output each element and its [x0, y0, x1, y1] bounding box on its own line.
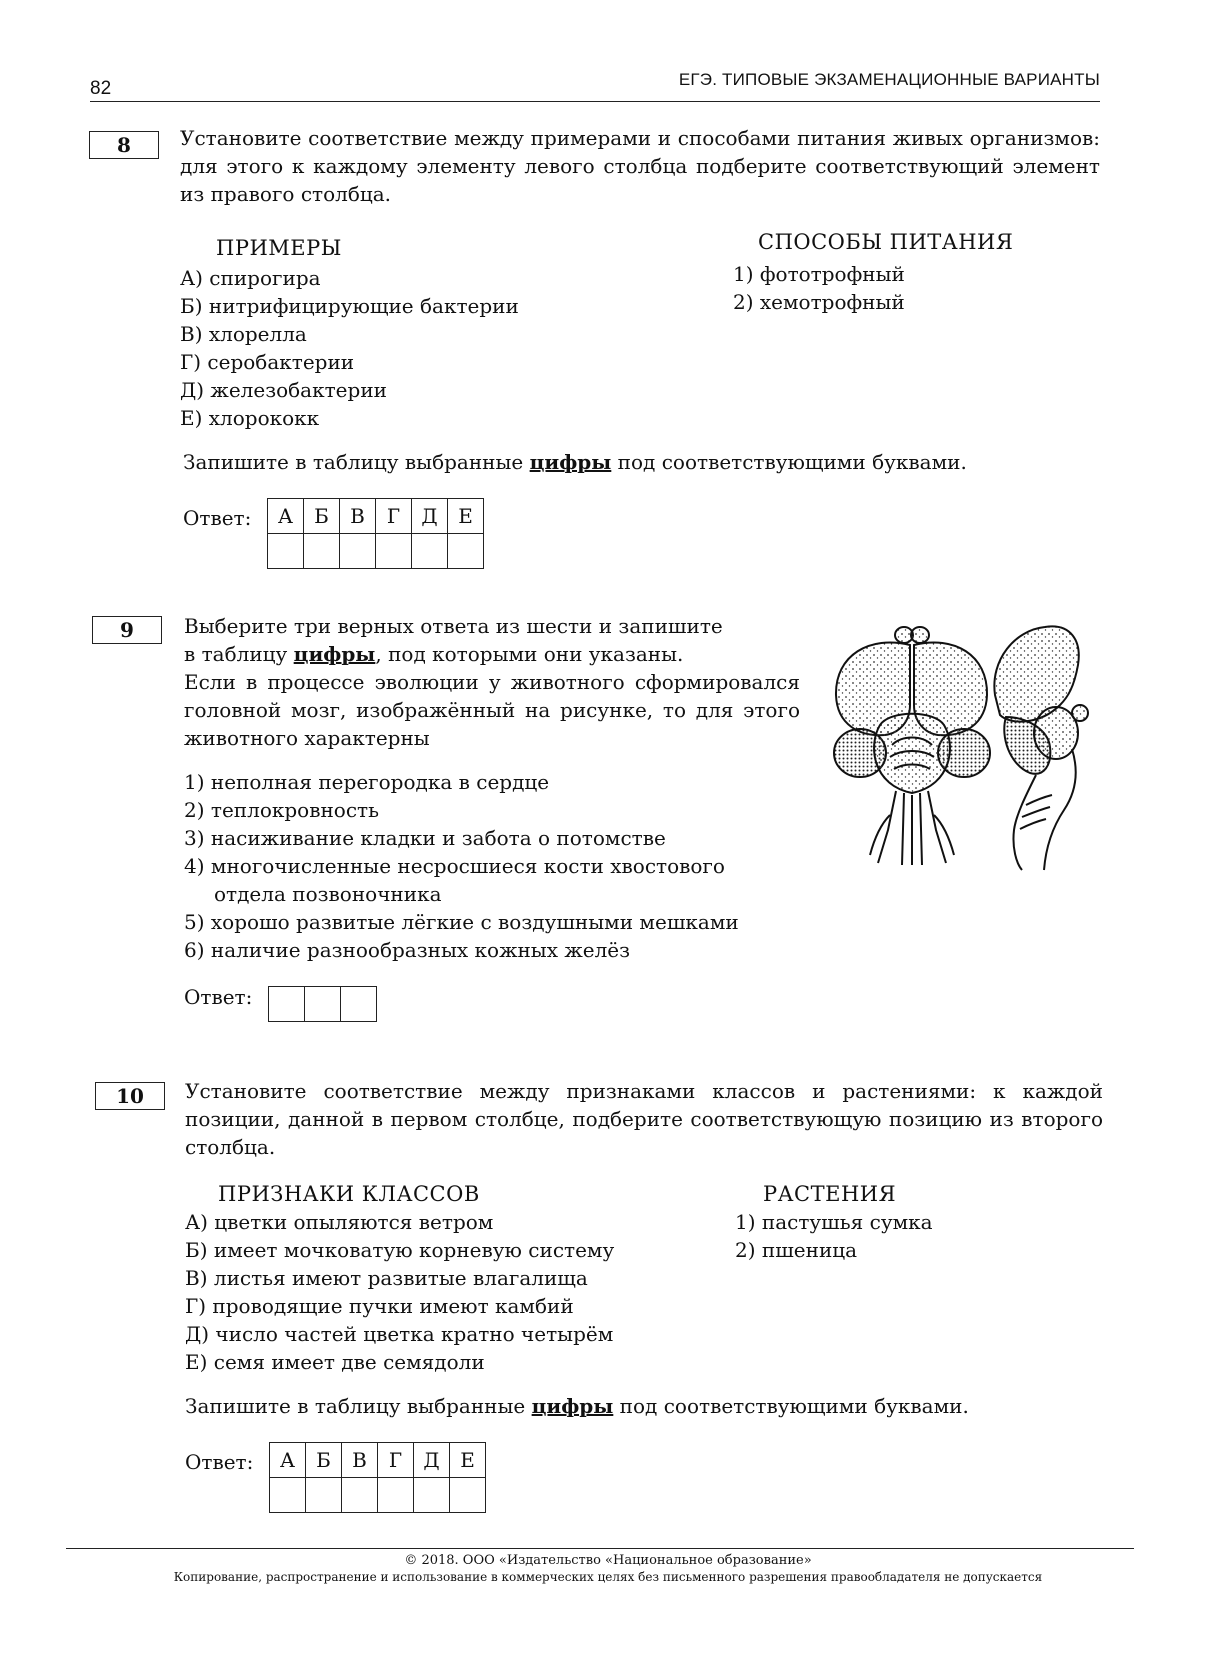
q9-answer-cell[interactable]	[305, 987, 341, 1022]
q10-answer-cell[interactable]	[378, 1478, 414, 1513]
q8-right-heading: СПОСОБЫ ПИТАНИЯ	[758, 230, 1014, 254]
question-8-number: 8	[89, 131, 159, 159]
q10-col-header: Г	[378, 1443, 414, 1478]
footer-copyright: © 2018. ООО «Издательство «Национальное образование»	[404, 1553, 812, 1568]
q10-answer-cell[interactable]	[342, 1478, 378, 1513]
q8-right-item: 1) фототрофный	[733, 262, 905, 286]
q8-instr-bold: цифры	[529, 450, 612, 474]
q8-answer-cell[interactable]	[412, 534, 448, 569]
q8-left-item: Б) нитрифицирующие бактерии	[180, 294, 519, 318]
q9-answer-table	[268, 986, 377, 1022]
q9-option: 6) наличие разнообразных кожных желёз	[184, 938, 631, 962]
q10-answer-label: Ответ:	[185, 1450, 254, 1474]
q10-left-item: Г) проводящие пучки имеют камбий	[185, 1294, 574, 1318]
q9-answer-cell[interactable]	[341, 987, 377, 1022]
q9-options	[184, 768, 739, 964]
q8-answer-cell[interactable]	[268, 534, 304, 569]
q9-option: 5) хорошо развитые лёгкие с воздушными мешками	[184, 910, 739, 934]
q10-instr-after: под соответствующими буквами.	[619, 1394, 969, 1418]
q8-left-item: А) спирогира	[180, 266, 321, 290]
q8-answer-cell[interactable]	[448, 534, 484, 569]
q10-col-header: Д	[414, 1443, 450, 1478]
header-rule	[90, 101, 1100, 102]
q8-left-item: Д) железобактерии	[180, 378, 387, 402]
question-9-number: 9	[92, 616, 162, 644]
q10-left-list	[185, 1208, 614, 1376]
q8-right-list	[733, 260, 905, 316]
q10-instr-bold: цифры	[531, 1394, 614, 1418]
question-10-number: 10	[95, 1082, 165, 1110]
q8-col-header: Е	[448, 499, 484, 534]
q9-prompt-line3: Если в процессе эволюции у животного сформировался головной мозг, изображённый на рисунке, то для этого животного характерны	[184, 670, 800, 750]
question-9-prompt	[184, 612, 800, 752]
q9-option: 3) насиживание кладки и забота о потомстве	[184, 826, 666, 850]
q10-instr-before: Запишите в таблицу выбранные	[185, 1394, 526, 1418]
q8-left-item: В) хлорелла	[180, 322, 307, 346]
q10-col-header: В	[342, 1443, 378, 1478]
q10-right-item: 1) пастушья сумка	[735, 1210, 933, 1234]
q10-answer-cell[interactable]	[306, 1478, 342, 1513]
brain-illustration	[830, 625, 1100, 875]
q9-prompt-before: в таблицу	[184, 642, 288, 666]
q8-left-item: Е) хлорококк	[180, 406, 320, 430]
q10-right-heading: РАСТЕНИЯ	[763, 1182, 897, 1206]
q10-left-item: Д) число частей цветка кратно четырём	[185, 1322, 614, 1346]
q10-left-item: А) цветки опыляются ветром	[185, 1210, 494, 1234]
q8-answer-table	[267, 498, 484, 569]
q8-answer-cell[interactable]	[340, 534, 376, 569]
q9-option: 4) многочисленные несросшиеся кости хвостового	[184, 854, 725, 878]
q9-prompt-bold: цифры	[293, 642, 376, 666]
q10-col-header: А	[270, 1443, 306, 1478]
question-8-prompt: Установите соответствие между примерами и способами питания живых организмов: для этого к каждому элементу левого столбца подберите соответствующий элемент из правого столбца.	[180, 126, 1100, 206]
footer-notice: Копирование, распространение и использование в коммерческих целях без письменного разрешения правообладателя не допускается	[173, 1570, 1043, 1584]
q8-right-item: 2) хемотрофный	[733, 290, 905, 314]
brain-side-view	[994, 626, 1088, 870]
running-title: ЕГЭ. ТИПОВЫЕ ЭКЗАМЕНАЦИОННЫЕ ВАРИАНТЫ	[678, 70, 1100, 89]
q8-instruction	[183, 448, 967, 476]
q8-instr-after: под соответствующими буквами.	[617, 450, 967, 474]
q10-left-item: Б) имеет мочковатую корневую систему	[185, 1238, 615, 1262]
q8-col-header: Г	[376, 499, 412, 534]
q10-answer-table	[269, 1442, 486, 1513]
q10-left-item: В) листья имеют развитые влагалища	[185, 1266, 588, 1290]
q9-option: 1) неполная перегородка в сердце	[184, 770, 550, 794]
q8-left-list	[180, 264, 519, 432]
q8-answer-cell[interactable]	[304, 534, 340, 569]
question-10-prompt: Установите соответствие между признаками классов и растениями: к каждой позиции, данной в первом столбце, подберите соответствующую позицию из второго столбца.	[185, 1079, 1103, 1159]
q8-col-header: А	[268, 499, 304, 534]
q9-option-continuation: отдела позвоночника	[214, 882, 442, 906]
q10-answer-cell[interactable]	[270, 1478, 306, 1513]
q8-left-heading: ПРИМЕРЫ	[216, 236, 342, 260]
q8-answer-label: Ответ:	[183, 506, 252, 530]
q10-left-heading: ПРИЗНАКИ КЛАССОВ	[218, 1182, 480, 1206]
q10-instruction	[185, 1392, 969, 1420]
q8-answer-cell[interactable]	[376, 534, 412, 569]
q9-answer-label: Ответ:	[184, 985, 253, 1009]
brain-top-view	[834, 627, 990, 865]
page-number: 82	[90, 78, 112, 99]
q8-col-header: В	[340, 499, 376, 534]
q8-col-header: Б	[304, 499, 340, 534]
q10-col-header: Б	[306, 1443, 342, 1478]
q10-right-list	[735, 1208, 933, 1264]
q9-prompt-line2	[184, 640, 800, 668]
q9-prompt-after: , под которыми они указаны.	[375, 642, 684, 666]
footer-rule	[66, 1548, 1134, 1549]
q8-instr-before: Запишите в таблицу выбранные	[183, 450, 524, 474]
q10-left-item: Е) семя имеет две семядоли	[185, 1350, 485, 1374]
q10-answer-cell[interactable]	[414, 1478, 450, 1513]
q9-prompt-line1: Выберите три верных ответа из шести и запишите	[184, 614, 723, 638]
q9-answer-cell[interactable]	[269, 987, 305, 1022]
q10-answer-cell[interactable]	[450, 1478, 486, 1513]
q10-col-header: Е	[450, 1443, 486, 1478]
q10-right-item: 2) пшеница	[735, 1238, 858, 1262]
q9-option: 2) теплокровность	[184, 798, 379, 822]
q8-col-header: Д	[412, 499, 448, 534]
q8-left-item: Г) серобактерии	[180, 350, 355, 374]
